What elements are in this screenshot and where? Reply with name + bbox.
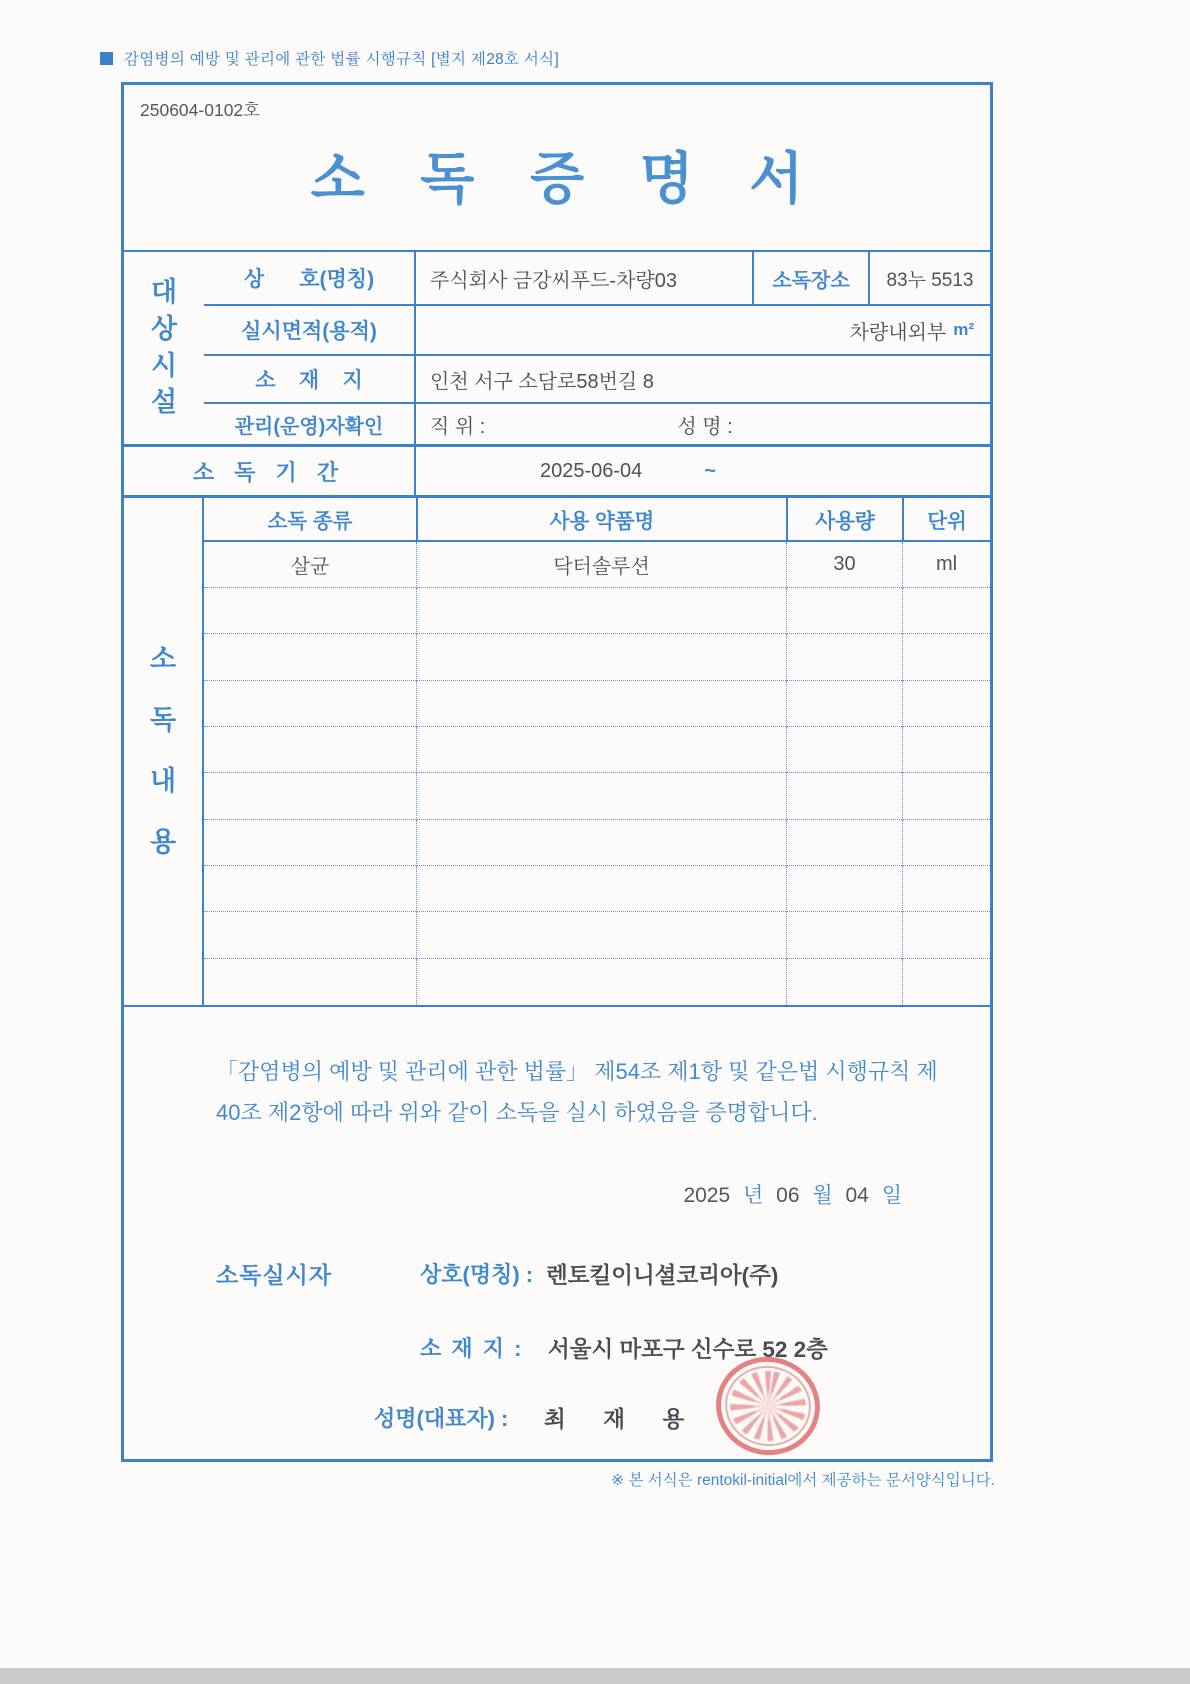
certificate-date xyxy=(676,1179,902,1209)
details-empty-cell xyxy=(786,866,902,912)
details-empty-cell xyxy=(204,588,416,634)
operator-representative-value: 최 재 용 xyxy=(544,1407,685,1432)
details-empty-cell xyxy=(204,959,416,1005)
disinfection-place-label: 소독장소 xyxy=(754,252,870,304)
details-empty-cell xyxy=(902,773,990,819)
date-year: 2025 xyxy=(683,1184,731,1207)
certificate-form xyxy=(121,82,993,1462)
details-empty-cell xyxy=(786,634,902,680)
period-start-date: 2025-06-04 xyxy=(540,459,643,482)
square-bullet-icon xyxy=(100,52,113,65)
details-empty-cell xyxy=(204,681,416,727)
company-name-label: 상 호(명칭) xyxy=(204,252,416,304)
certification-section xyxy=(124,1005,990,1459)
manager-position-label: 직 위 : xyxy=(430,415,486,438)
legal-reference-note xyxy=(100,47,559,69)
details-empty-cell xyxy=(902,681,990,727)
details-empty-cell xyxy=(786,912,902,958)
details-empty-cell xyxy=(204,634,416,680)
facility-table xyxy=(124,250,990,444)
manager-confirm-label: 관리(운영)자확인 xyxy=(204,402,416,444)
area-unit: m² xyxy=(953,320,974,339)
facility-section-label: 대 상 시 설 xyxy=(150,277,178,418)
manager-confirm-cell xyxy=(416,402,990,444)
certification-text xyxy=(216,1051,938,1133)
address-label: 소 재 지 xyxy=(204,354,416,402)
header-chemical-name: 사용 약품명 xyxy=(416,498,786,542)
details-empty-cell xyxy=(416,773,786,819)
details-empty-cell xyxy=(786,773,902,819)
operator-representative-label: 성명(대표자) : xyxy=(374,1406,509,1431)
header-disinfection-type: 소독 종류 xyxy=(204,498,416,542)
date-month-unit: 월 xyxy=(812,1184,833,1207)
details-empty-cell xyxy=(786,959,902,1005)
details-empty-cell xyxy=(204,727,416,773)
page-title: 소 독 증 명 서 xyxy=(310,147,824,210)
title-section xyxy=(124,85,990,250)
details-disinfection-type: 살균 xyxy=(204,542,416,588)
disinfection-place-value: 83누 5513 xyxy=(886,269,974,291)
details-chemical-name: 닥터솔루션 xyxy=(416,542,786,588)
company-name-value: 주식회사 금강씨푸드-차량03 xyxy=(416,252,754,304)
legal-reference-text: 감염병의 예방 및 관리에 관한 법률 시행규칙 [별지 제28호 서식] xyxy=(124,51,560,68)
details-empty-cell xyxy=(416,959,786,1005)
area-value-cell xyxy=(416,304,990,354)
date-year-unit: 년 xyxy=(743,1184,764,1207)
period-label: 소 독 기 간 xyxy=(124,447,416,495)
operator-address-value: 서울시 마포구 신수로 52 2층 xyxy=(548,1337,828,1362)
certification-line2: 40조 제2항에 따라 위와 같이 소독을 실시 하였음을 증명합니다. xyxy=(216,1100,818,1125)
details-empty-cell xyxy=(902,727,990,773)
header-unit: 단위 xyxy=(902,498,990,542)
area-value: 차량내외부 xyxy=(849,321,947,344)
operator-company-label: 상호(명칭) : xyxy=(420,1262,534,1287)
details-empty-cell xyxy=(902,820,990,866)
operator-label: 소독실시자 xyxy=(216,1262,333,1288)
details-empty-cell xyxy=(786,588,902,634)
header-amount-used: 사용량 xyxy=(786,498,902,542)
address-value: 인천 서구 소담로58번길 8 xyxy=(416,354,990,402)
details-empty-cell xyxy=(902,588,990,634)
footer-note: ※ 본 서식은 rentokil-initial에서 제공하는 문서양식입니다. xyxy=(611,1472,995,1489)
date-day: 04 xyxy=(845,1184,869,1207)
details-amount-used: 30 xyxy=(786,542,902,588)
details-unit: ml xyxy=(902,542,990,588)
details-empty-cell xyxy=(204,866,416,912)
details-empty-cell xyxy=(902,959,990,1005)
details-empty-cell xyxy=(416,681,786,727)
details-empty-cell xyxy=(416,588,786,634)
details-empty-cell xyxy=(416,820,786,866)
area-label: 실시면적(용적) xyxy=(204,304,416,354)
period-tilde: ~ xyxy=(704,459,716,482)
operator-address-label: 소 재 지 : xyxy=(420,1336,524,1361)
details-empty-cell xyxy=(416,912,786,958)
details-table xyxy=(124,495,990,1005)
details-empty-cell xyxy=(902,912,990,958)
red-seal-stamp-icon xyxy=(708,1349,827,1464)
details-empty-cell xyxy=(416,727,786,773)
details-empty-cell xyxy=(786,681,902,727)
details-empty-cell xyxy=(786,820,902,866)
details-empty-cell xyxy=(786,727,902,773)
details-empty-cell xyxy=(902,866,990,912)
date-month: 06 xyxy=(776,1184,800,1207)
details-empty-cell xyxy=(416,634,786,680)
details-empty-cell xyxy=(204,912,416,958)
details-section-label: 소 독 내 용 xyxy=(124,498,204,1005)
period-row xyxy=(124,444,990,495)
scan-edge-artifact xyxy=(0,1668,1190,1684)
details-empty-cell xyxy=(204,820,416,866)
details-empty-cell xyxy=(902,634,990,680)
details-empty-cell xyxy=(204,773,416,819)
manager-name-label: 성 명 : xyxy=(677,415,733,438)
certification-line1: 「감염병의 예방 및 관리에 관한 법률」 제54조 제1항 및 같은법 시행규칙 제 xyxy=(216,1059,938,1084)
period-value-cell xyxy=(416,447,990,495)
date-day-unit: 일 xyxy=(881,1184,902,1207)
document-number: 250604-0102호 xyxy=(140,100,261,120)
details-empty-cell xyxy=(416,866,786,912)
operator-company-value: 렌토킬이니셜코리아(주) xyxy=(546,1263,779,1288)
